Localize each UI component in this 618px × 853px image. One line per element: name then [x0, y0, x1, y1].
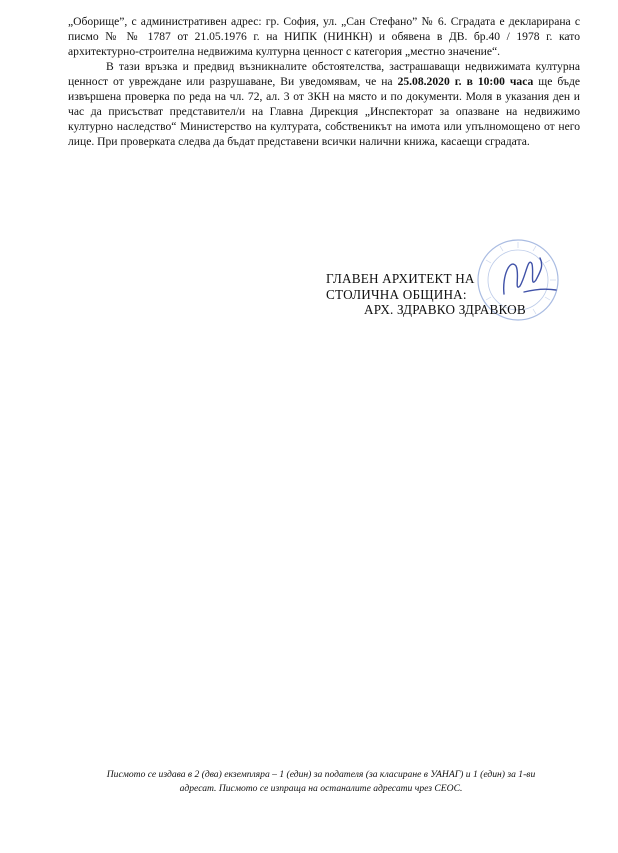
footer-line-1: Писмото се издава в 2 (два) екземпляра – 1 (един) за подателя (за класиране в УАНАГ) и 1 (един) за 1-ви	[106, 769, 536, 780]
paragraph-inspection-notice	[68, 59, 580, 149]
inspection-date-time: 25.08.2020 г. в 10:00 часа	[397, 75, 534, 88]
paragraph-building-declaration: „Оборище”, с административен адрес: гр. София, ул. „Сан Стефано” № 6. Сградата е декларирана с писмо № № 1787 от 21.05.1976 г. на НИПК (НИНКН) и обявена в ДВ. бр.40 / 1978 г. като архитектурно-строителна недвижима културна ценност с категория „местно значение“.	[68, 15, 580, 58]
signatory-title-line2: СТОЛИЧНА ОБЩИНА:	[326, 286, 467, 302]
notice-text-start: В тази връзка и предвид възникналите обстоятелства, застрашаващи недвижимата културна ценност от увреждане или разрушаване, Ви уведомявам, че на	[68, 60, 580, 88]
signature-block	[326, 271, 526, 318]
signatory-title-line1: ГЛАВЕН АРХИТЕКТ НА	[326, 271, 475, 286]
letter-body	[68, 14, 580, 149]
footer-line-2: адресат. Писмото се изпраща на останалите адресати чрез СЕОС.	[179, 783, 463, 794]
signatory-name: АРХ. ЗДРАВКО ЗДРАВКОВ	[364, 302, 526, 317]
notice-text-end: ще бъде извършена проверка по реда на чл. 72, ал. 3 от ЗКН на място и по документи. Моля в указания ден и час да присъстват представител/и на Главна Дирекция „Инспекторат за опазване на недвижимо културно наследство“ Министерство на културата, собственикът на имота или упълномощено от него лице. При проверката следва да бъдат представени всички налични книжа, касаещи сградата.	[68, 75, 580, 148]
footer-note	[86, 768, 556, 796]
